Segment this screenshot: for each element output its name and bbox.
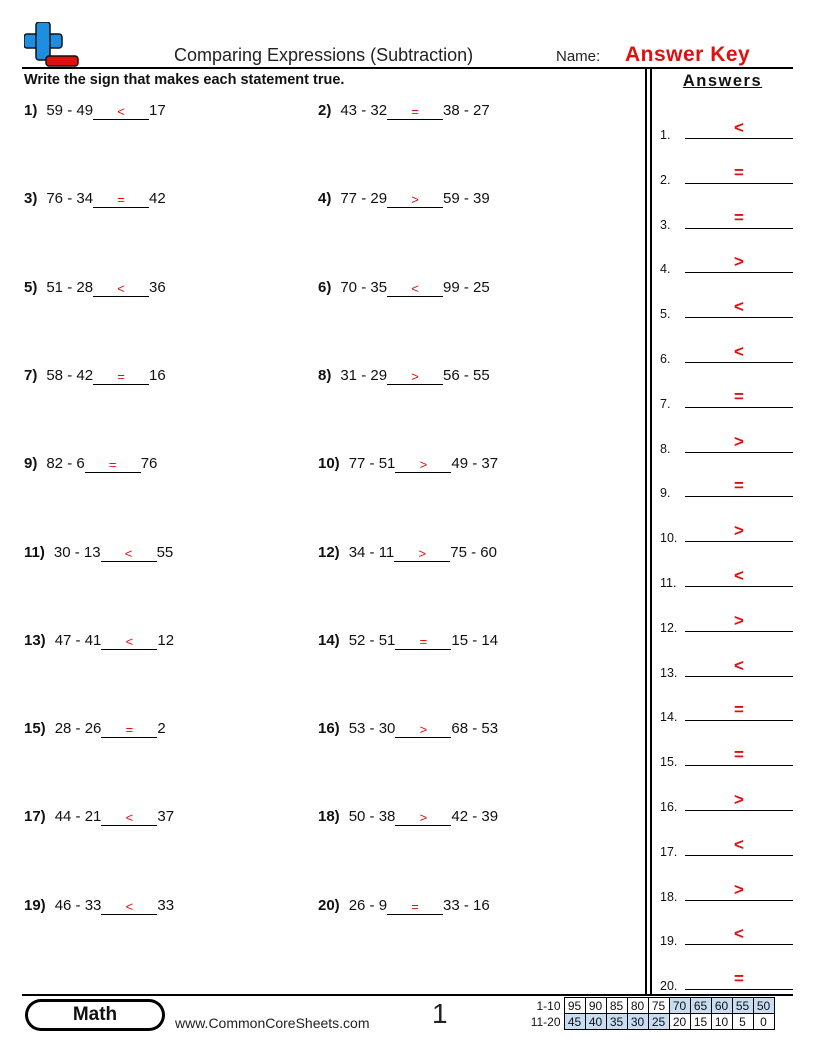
answer-value: < — [734, 566, 744, 585]
problem-item — [24, 279, 166, 296]
problem-item — [24, 632, 174, 649]
answer-row — [660, 476, 793, 500]
answer-number: 3. — [660, 217, 671, 232]
footer-divider — [22, 994, 793, 996]
problem-number: 9) — [24, 455, 38, 473]
answer-value: = — [734, 207, 744, 227]
score-cell: 70 — [669, 998, 690, 1014]
answer-line[interactable] — [685, 496, 793, 497]
answer-value: > — [734, 879, 744, 899]
score-cell: 45 — [564, 1014, 585, 1030]
problem-left-expression: 28 - 26 — [54, 720, 102, 738]
answer-line[interactable] — [685, 631, 793, 632]
problem-left-expression: 59 - 49 — [46, 102, 94, 119]
answer-number: 19. — [660, 934, 678, 949]
score-cell: 10 — [711, 1014, 732, 1030]
score-row — [528, 1014, 774, 1030]
answer-blank[interactable]: = — [101, 722, 157, 738]
answer-row — [660, 969, 793, 993]
answer-line[interactable] — [685, 183, 793, 184]
problem-number: 7) — [24, 366, 38, 384]
answer-row — [660, 611, 793, 635]
problem-item — [24, 367, 166, 384]
problem-item — [318, 455, 498, 472]
problem-left-expression: 26 - 9 — [348, 896, 388, 914]
problem-number: 19) — [24, 896, 46, 914]
answer-row — [660, 745, 793, 769]
problem-item — [318, 632, 498, 649]
problem-item — [318, 190, 490, 207]
answer-number: 8. — [660, 441, 671, 456]
problem-right-expression: 49 - 37 — [451, 455, 499, 473]
problem-left-expression: 58 - 42 — [46, 366, 94, 384]
answer-value: = — [734, 700, 744, 720]
answer-number: 14. — [660, 710, 678, 725]
problem-left-expression: 52 - 51 — [348, 631, 396, 649]
answer-row — [660, 835, 793, 859]
answer-blank[interactable]: = — [387, 899, 443, 915]
answer-number: 11. — [660, 576, 677, 590]
problem-right-expression: 38 - 27 — [443, 102, 490, 119]
answer-value: > — [734, 252, 744, 272]
answer-blank[interactable]: = — [387, 104, 443, 120]
problem-right-expression: 56 - 55 — [443, 366, 490, 384]
problem-number: 6) — [318, 278, 332, 296]
answer-row — [660, 924, 793, 948]
answer-line[interactable] — [685, 138, 793, 139]
answer-line[interactable] — [685, 765, 793, 766]
problem-number: 16) — [318, 720, 340, 738]
problem-number: 8) — [318, 366, 332, 384]
answer-row — [660, 656, 793, 680]
answer-blank[interactable]: = — [93, 192, 149, 208]
score-cell: 15 — [690, 1014, 711, 1030]
answer-line[interactable] — [685, 900, 793, 901]
problem-item — [24, 190, 166, 207]
answer-value: < — [734, 834, 744, 854]
problem-left-expression: 47 - 41 — [54, 631, 102, 649]
answer-blank[interactable]: < — [387, 281, 443, 297]
answer-line[interactable] — [685, 855, 793, 856]
answer-blank[interactable]: > — [395, 722, 451, 738]
answer-number: 1. — [660, 128, 671, 142]
answer-key-label: Answer Key — [625, 43, 751, 66]
answer-blank[interactable]: > — [394, 546, 450, 562]
answer-blank[interactable]: < — [93, 104, 149, 120]
score-cell: 65 — [690, 998, 711, 1014]
score-cell: 30 — [627, 1014, 648, 1030]
answer-number: 5. — [660, 307, 671, 322]
problem-left-expression: 31 - 29 — [340, 366, 388, 384]
answer-row — [660, 521, 793, 545]
score-row — [528, 998, 774, 1014]
answer-value: < — [734, 118, 744, 137]
problem-item — [318, 808, 498, 825]
score-cell: 5 — [732, 1014, 753, 1030]
answer-line[interactable] — [685, 317, 793, 318]
answer-line[interactable] — [685, 272, 793, 273]
problem-number: 18) — [318, 808, 340, 826]
answer-value: = — [734, 476, 744, 496]
answer-line[interactable] — [685, 407, 793, 408]
answer-row — [660, 566, 793, 590]
answer-blank[interactable]: > — [395, 810, 451, 826]
problem-right-expression: 33 — [157, 896, 175, 914]
score-cell: 20 — [669, 1014, 690, 1030]
answer-blank[interactable]: < — [101, 810, 157, 826]
problem-item — [318, 720, 498, 737]
answer-number: 2. — [660, 172, 671, 187]
subject-label: Math — [28, 1002, 162, 1028]
answer-number: 18. — [660, 889, 678, 904]
answer-row — [660, 387, 793, 411]
answer-line[interactable] — [685, 676, 793, 677]
problem-left-expression: 70 - 35 — [340, 278, 388, 296]
problem-right-expression: 42 — [149, 190, 166, 208]
answer-number: 16. — [660, 800, 678, 814]
answer-blank[interactable]: < — [93, 281, 149, 297]
score-cell: 90 — [585, 998, 606, 1014]
plus-minus-logo-icon — [24, 22, 80, 68]
problem-item — [318, 102, 490, 119]
problem-right-expression: 2 — [157, 720, 166, 738]
problem-item — [24, 808, 174, 825]
problem-right-expression: 76 — [140, 455, 158, 473]
answer-blank[interactable]: > — [395, 457, 451, 473]
answer-row — [660, 208, 793, 232]
name-label: Name: — [556, 48, 601, 65]
problem-left-expression: 76 - 34 — [46, 190, 94, 208]
answer-blank[interactable]: < — [101, 546, 157, 562]
answer-value: = — [734, 386, 744, 406]
problem-number: 10) — [318, 455, 340, 473]
answer-value: > — [734, 431, 744, 451]
problem-item — [318, 367, 490, 384]
answer-row — [660, 880, 793, 904]
problem-right-expression: 16 — [149, 366, 166, 384]
problem-right-expression: 33 - 16 — [443, 896, 490, 914]
problem-left-expression: 51 - 28 — [46, 278, 94, 296]
problem-right-expression: 68 - 53 — [451, 720, 499, 738]
answer-value: = — [734, 745, 744, 765]
page-title: Comparing Expressions (Subtraction) — [174, 45, 474, 65]
answer-column-divider — [645, 68, 647, 995]
problem-number: 13) — [24, 631, 46, 649]
answer-number: 12. — [660, 620, 678, 635]
answer-line[interactable] — [685, 989, 793, 990]
answer-blank[interactable]: < — [101, 899, 157, 915]
problem-right-expression: 99 - 25 — [443, 278, 490, 296]
problem-right-expression: 37 — [157, 808, 175, 826]
answer-number: 17. — [660, 844, 678, 859]
problem-item — [24, 102, 166, 119]
problem-left-expression: 77 - 29 — [340, 190, 388, 208]
answer-blank[interactable]: = — [85, 457, 141, 473]
answer-row — [660, 790, 793, 814]
answer-number: 15. — [660, 755, 678, 770]
problem-number: 14) — [318, 631, 340, 649]
answer-number: 4. — [660, 262, 671, 277]
problem-number: 17) — [24, 808, 46, 826]
problem-number: 11) — [24, 543, 45, 561]
answer-line[interactable] — [685, 720, 793, 721]
score-cell: 80 — [627, 998, 648, 1014]
answer-line[interactable] — [685, 944, 793, 945]
problem-left-expression: 53 - 30 — [348, 720, 396, 738]
problem-right-expression: 36 — [149, 278, 166, 296]
score-cell: 35 — [606, 1014, 627, 1030]
answer-number: 13. — [660, 665, 678, 680]
problem-number: 12) — [318, 543, 340, 561]
score-table — [528, 997, 775, 1030]
answer-line[interactable] — [685, 810, 793, 811]
answer-value: = — [734, 162, 744, 182]
problem-left-expression: 46 - 33 — [54, 896, 102, 914]
answer-value: < — [734, 924, 744, 944]
problem-right-expression: 55 — [156, 543, 174, 561]
problem-left-expression: 82 - 6 — [46, 455, 85, 473]
answer-line[interactable] — [685, 362, 793, 363]
problem-right-expression: 75 - 60 — [450, 543, 497, 561]
problem-number: 3) — [24, 190, 38, 208]
problem-number: 2) — [318, 102, 332, 119]
page-number: 1 — [432, 998, 448, 1029]
answer-value: < — [734, 342, 744, 361]
score-cell: 60 — [711, 998, 732, 1014]
score-cell: 40 — [585, 1014, 606, 1030]
answer-value: = — [734, 969, 744, 989]
answer-blank[interactable]: < — [101, 634, 157, 650]
website-link: www.CommonCoreSheets.com — [175, 1015, 370, 1031]
subject-badge — [25, 999, 165, 1031]
answer-number: 9. — [660, 486, 671, 501]
answer-blank[interactable]: > — [387, 369, 443, 385]
problem-number: 15) — [24, 720, 46, 738]
header-divider — [22, 67, 793, 69]
score-row-label: 11-20 — [530, 1014, 561, 1029]
score-row-label: 1-10 — [536, 998, 561, 1013]
answer-line[interactable] — [685, 541, 793, 542]
problem-number: 5) — [24, 278, 38, 296]
problem-right-expression: 15 - 14 — [451, 631, 499, 649]
answer-value: < — [734, 297, 744, 317]
answer-value: > — [734, 610, 744, 630]
answer-row — [660, 432, 793, 456]
answer-number: 6. — [660, 352, 671, 366]
answer-blank[interactable]: = — [395, 634, 451, 650]
answer-value: < — [734, 655, 744, 675]
problem-number: 4) — [318, 190, 332, 208]
problem-right-expression: 17 — [149, 102, 166, 119]
answer-number: 7. — [660, 396, 671, 411]
score-cell: 55 — [732, 998, 753, 1014]
answer-row — [660, 118, 793, 142]
problem-item — [24, 897, 174, 914]
problem-right-expression: 59 - 39 — [443, 190, 490, 208]
problem-left-expression: 30 - 13 — [53, 543, 101, 561]
answer-line[interactable] — [685, 586, 793, 587]
answer-line[interactable] — [685, 228, 793, 229]
score-cell: 50 — [753, 998, 774, 1014]
problem-item — [24, 455, 157, 472]
answer-blank[interactable]: = — [93, 369, 149, 385]
problem-left-expression: 77 - 51 — [348, 455, 396, 473]
problem-item — [318, 897, 490, 914]
instructions: Write the sign that makes each statement true. — [24, 72, 345, 88]
score-cell: 25 — [648, 1014, 669, 1030]
problem-right-expression: 42 - 39 — [451, 808, 499, 826]
answer-column-divider — [650, 68, 652, 995]
problem-item — [24, 544, 173, 561]
answer-number: 10. — [660, 531, 678, 546]
answer-row — [660, 342, 793, 366]
answer-value: > — [734, 790, 744, 809]
score-cell: 0 — [753, 1014, 774, 1030]
problem-left-expression: 50 - 38 — [348, 808, 396, 826]
problem-right-expression: 12 — [157, 631, 175, 649]
score-cell: 95 — [564, 998, 585, 1014]
problem-item — [318, 544, 497, 561]
answer-row — [660, 252, 793, 276]
problem-item — [24, 720, 166, 737]
problem-number: 20) — [318, 896, 340, 914]
answer-row — [660, 163, 793, 187]
problem-item — [318, 279, 490, 296]
score-cell: 85 — [606, 998, 627, 1014]
problem-left-expression: 44 - 21 — [54, 808, 102, 826]
problem-number: 1) — [24, 102, 38, 119]
answer-blank[interactable]: > — [387, 192, 443, 208]
answer-number: 20. — [660, 979, 678, 994]
answer-value: > — [734, 521, 744, 541]
score-cell: 75 — [648, 998, 669, 1014]
answer-row — [660, 297, 793, 321]
answer-line[interactable] — [685, 452, 793, 453]
answer-row — [660, 700, 793, 724]
problem-left-expression: 34 - 11 — [348, 543, 395, 561]
answers-title: Answers — [682, 72, 763, 90]
problem-left-expression: 43 - 32 — [340, 102, 388, 119]
